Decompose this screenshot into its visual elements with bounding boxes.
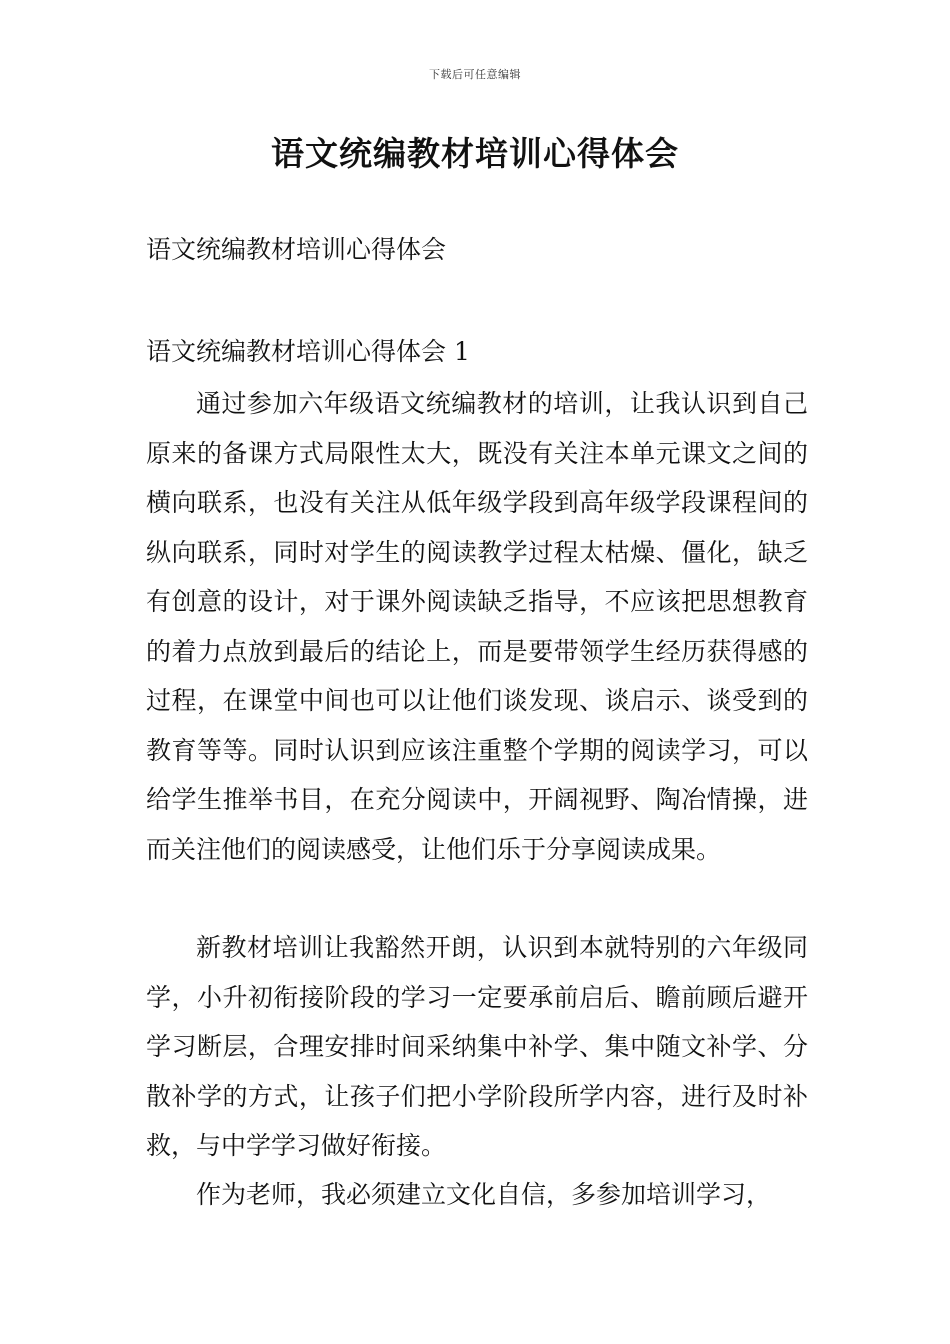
section-heading: 语文统编教材培训心得体会 1	[146, 337, 470, 366]
document-subtitle: 语文统编教材培训心得体会	[146, 235, 447, 264]
paragraph-2: 新教材培训让我豁然开朗，认识到本就特别的六年级同学，小升初衔接阶段的学习一定要承前启后、瞻前顾后避开学习断层，合理安排时间采纳集中补学、集中随文补学、分散补学的方式，让孩子们把小学阶段所学内容，进行及时补救，与中学学习做好衔接。	[146, 933, 808, 1160]
header-note: 下载后可任意编辑	[429, 68, 521, 81]
paragraph-1: 通过参加六年级语文统编教材的培训，让我认识到自己原来的备课方式局限性太大，既没有关注本单元课文之间的横向联系，也没有关注从低年级学段到高年级学段课程间的纵向联系，同时对学生的阅读教学过程太枯燥、僵化，缺乏有创意的设计，对于课外阅读缺乏指导，不应该把思想教育的着力点放到最后的结论上，而是要带领学生经历获得感的过程，在课堂中间也可以让他们谈发现、谈启示、谈受到的教育等等。同时认识到应该注重整个学期的阅读学习，可以给学生推举书目，在充分阅读中，开阔视野、陶冶情操，进而关注他们的阅读感受，让他们乐于分享阅读成果。	[146, 389, 808, 864]
paragraph-3: 作为老师，我必须建立文化自信，多参加培训学习，	[196, 1180, 772, 1209]
document-title: 语文统编教材培训心得体会	[271, 134, 679, 173]
